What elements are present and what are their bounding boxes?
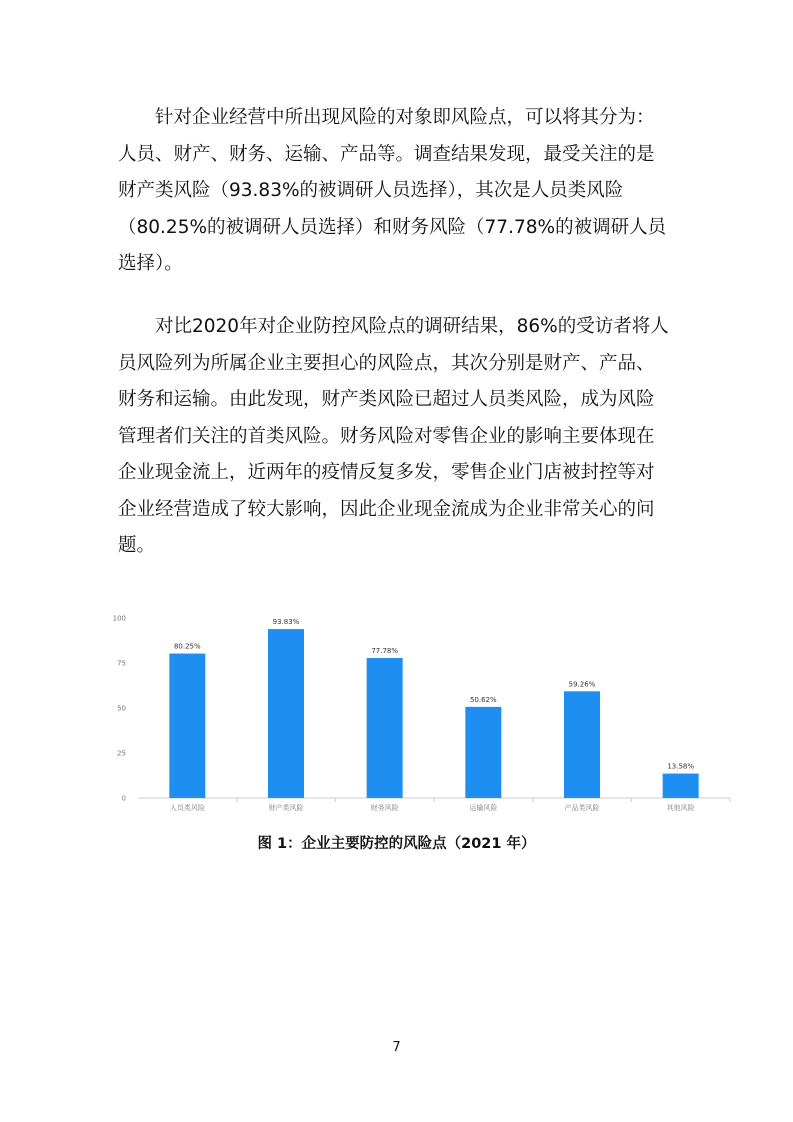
text-line: 财务和运输。由此发现，财产类风险已超过人员类风险，成为风险 (118, 389, 655, 410)
text-line: 题。 (118, 535, 156, 556)
y-tick-label: 0 (121, 794, 126, 803)
data-label: 77.78% (371, 646, 399, 655)
y-tick-label: 50 (117, 704, 126, 713)
bar (367, 658, 403, 798)
text-line: 管理者们关注的首类风险。财务风险对零售企业的影响主要体现在 (118, 425, 655, 447)
category-label: 财产类风险 (268, 804, 304, 812)
bar (169, 654, 205, 798)
category-label: 人员类风险 (169, 804, 205, 812)
risk-bar-chart (110, 608, 740, 823)
y-tick-label: 25 (117, 749, 126, 758)
text-line: 员风险列为所属企业主要担心的风险点，其次分别是财产、产品、 (118, 352, 655, 374)
category-label: 其他风险 (666, 804, 695, 812)
text-line: 企业经营造成了较大影响，因此企业现金流成为企业非常关心的问 (118, 498, 655, 520)
text-line: 针对企业经营中所出现风险的对象即风险点，可以将其分为： (155, 107, 655, 128)
text-line: 企业现金流上，近两年的疫情反复多发，零售企业门店被封控等对 (118, 462, 655, 483)
text-line: 对比2020年对企业防控风险点的调研结果，86%的受访者将人 (155, 316, 669, 337)
text-line: 财产类风险（93.83%的被调研人员选择），其次是人员类风险 (118, 180, 624, 201)
category-label: 运输风险 (469, 804, 498, 812)
bar (465, 707, 501, 798)
text-line: 人员、财产、财务、运输、产品等。调查结果发现，最受关注的是 (118, 143, 655, 165)
bar (564, 691, 600, 798)
data-label: 59.26% (568, 680, 596, 689)
data-label: 80.25% (173, 642, 201, 651)
category-label: 产品类风险 (564, 804, 600, 812)
category-label: 财务风险 (370, 804, 399, 812)
data-label: 13.58% (667, 762, 695, 771)
text-line: 选择）。 (118, 253, 183, 274)
figure-caption: 图 1：企业主要防控的风险点（2021 年） (257, 836, 536, 852)
y-tick-label: 100 (112, 614, 126, 623)
paragraph-2 (118, 309, 678, 565)
data-label: 93.83% (272, 618, 300, 627)
paragraph-1 (118, 100, 678, 283)
y-tick-label: 75 (117, 659, 126, 668)
bar (663, 774, 699, 798)
page-number: 7 (392, 1040, 401, 1055)
data-label: 50.62% (469, 695, 497, 704)
text-line: （80.25%的被调研人员选择）和财务风险（77.78%的被调研人员 (118, 216, 667, 238)
bar (268, 629, 304, 798)
